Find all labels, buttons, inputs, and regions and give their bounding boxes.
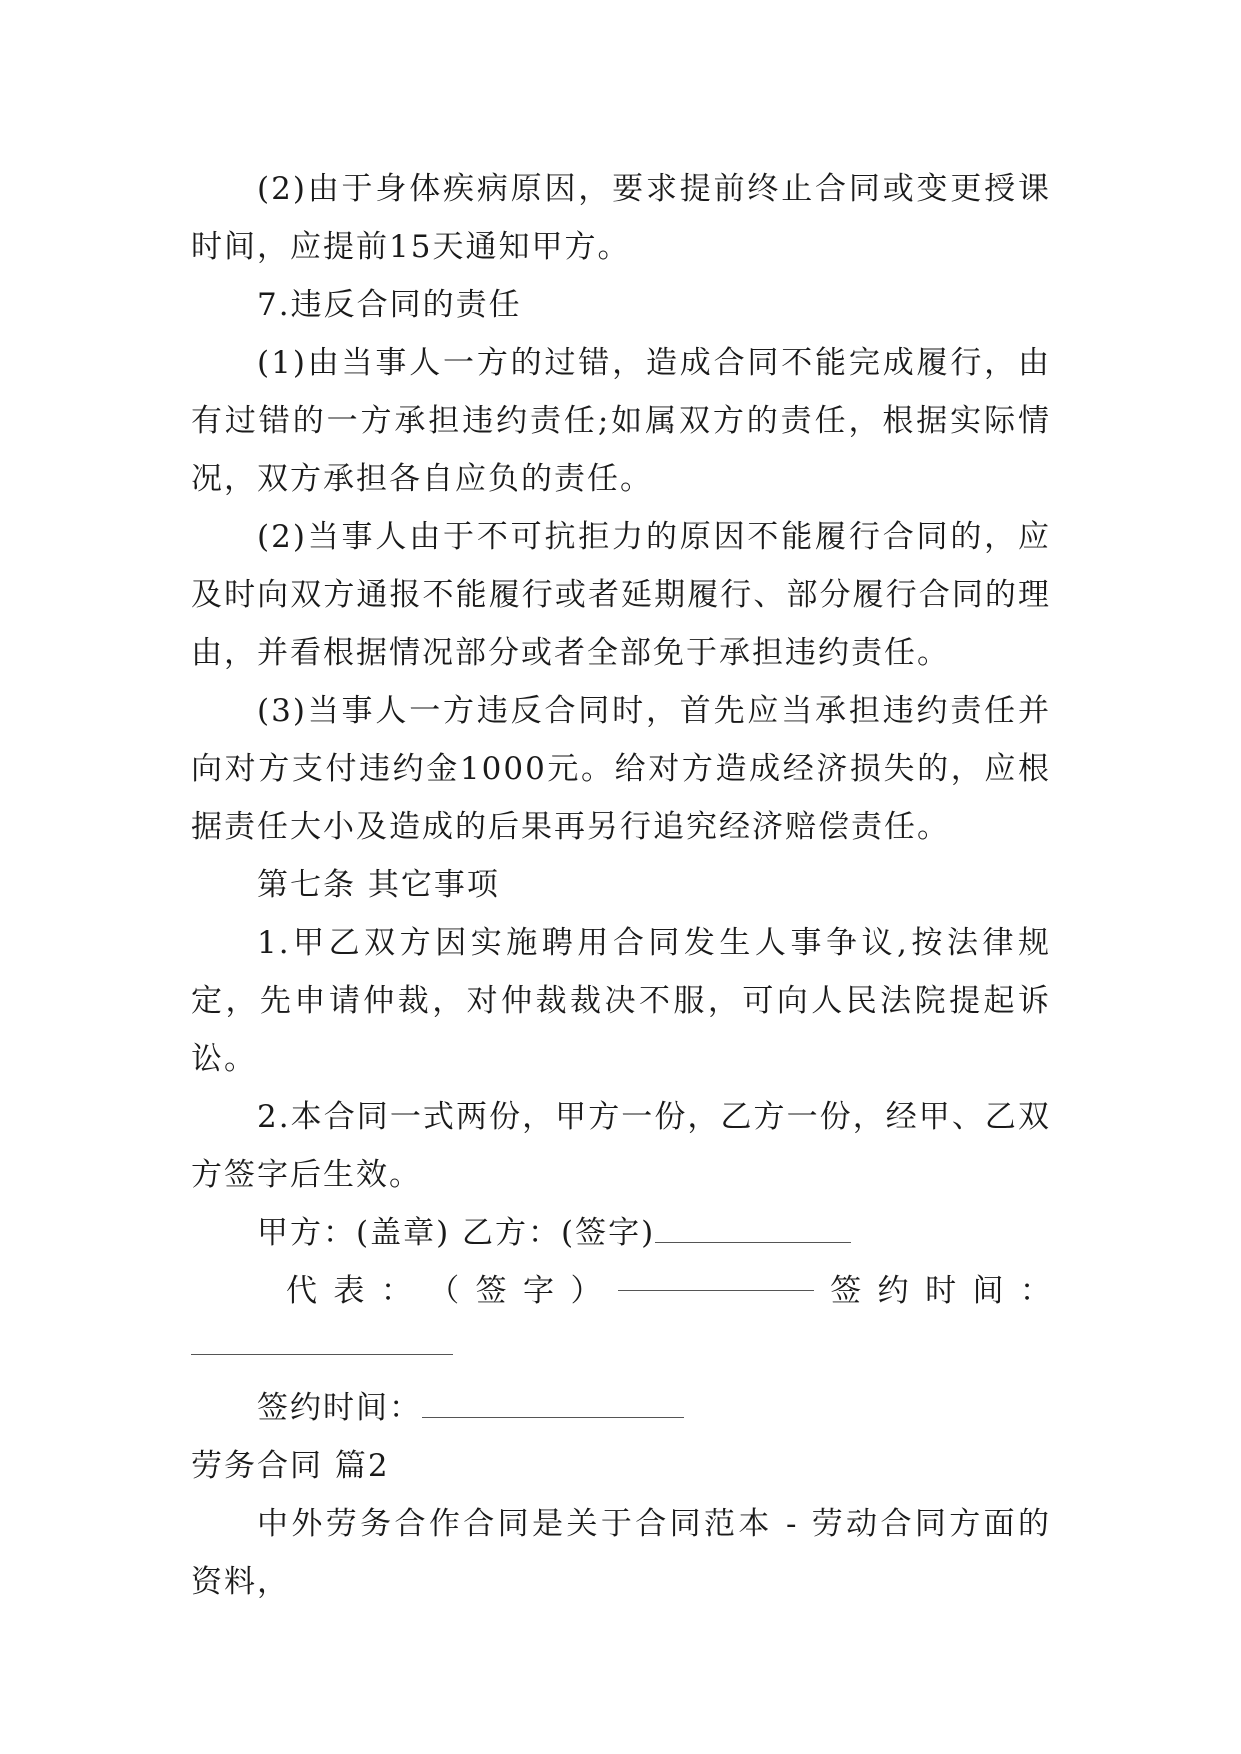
sign-time-blank-wrapped: [191, 1320, 453, 1355]
sign-time-char: 签: [830, 1273, 862, 1309]
rep-signature-blank: [618, 1262, 814, 1291]
sign-time-char: 约: [877, 1273, 909, 1309]
rep-char: ）: [570, 1273, 602, 1309]
rep-char: 字: [523, 1273, 555, 1309]
sign-time-label: 签约时间：: [257, 1390, 422, 1426]
rep-char: 签: [475, 1273, 507, 1309]
sign-time-blank: [422, 1389, 684, 1418]
document-page: [191, 160, 1051, 1611]
paragraph: (1)由当事人一方的过错，造成合同不能完成履行，由有过错的一方承担违约责任;如属双方的责任，根据实际情况，双方承担各自应负的责任。: [191, 345, 1051, 497]
rep-char: （: [428, 1273, 460, 1309]
section-heading-breach: 7.违反合同的责任: [257, 287, 522, 323]
rep-char: 表: [333, 1273, 365, 1309]
representative-signature-line: [191, 1262, 1051, 1320]
paragraph: (3)当事人一方违反合同时，首先应当承担违约责任并向对方支付违约金1000元。给对方造成经济损失的，应根据责任大小及造成的后果再另行追究经济赔偿责任。: [191, 693, 1051, 845]
paragraph: 中外劳务合作合同是关于合同范本 - 劳动合同方面的资料，: [191, 1506, 1051, 1600]
paragraph: (2)由于身体疾病原因，要求提前终止合同或变更授课时间，应提前15天通知甲方。: [191, 171, 1051, 265]
paragraph: (2)当事人由于不可抗拒力的原因不能履行合同的，应及时向双方通报不能履行或者延期履行、部分履行合同的理由，并看根据情况部分或者全部免于承担违约责任。: [191, 519, 1051, 671]
article-heading-other-matters: 第七条 其它事项: [257, 867, 500, 903]
sign-time-char: ：: [1019, 1273, 1051, 1309]
paragraph: 2.本合同一式两份，甲方一份，乙方一份，经甲、乙双方签字后生效。: [191, 1099, 1051, 1193]
sign-time-char: 时: [925, 1273, 957, 1309]
party-signature-line: [191, 1204, 1051, 1262]
party-signature-label: 甲方：(盖章) 乙方：(签字): [257, 1215, 656, 1251]
paragraph: 1.甲乙双方因实施聘用合同发生人事争议,按法律规定，先申请仲裁，对仲裁裁决不服，可向人民法院提起诉讼。: [191, 925, 1051, 1077]
party-signature-blank: [655, 1214, 851, 1243]
section-title-part2: 劳务合同 篇2: [191, 1448, 390, 1484]
sign-time-char: 间: [972, 1273, 1004, 1309]
sign-time-line: [191, 1379, 1051, 1437]
rep-char: ：: [380, 1273, 412, 1309]
rep-char: 代: [286, 1273, 317, 1309]
